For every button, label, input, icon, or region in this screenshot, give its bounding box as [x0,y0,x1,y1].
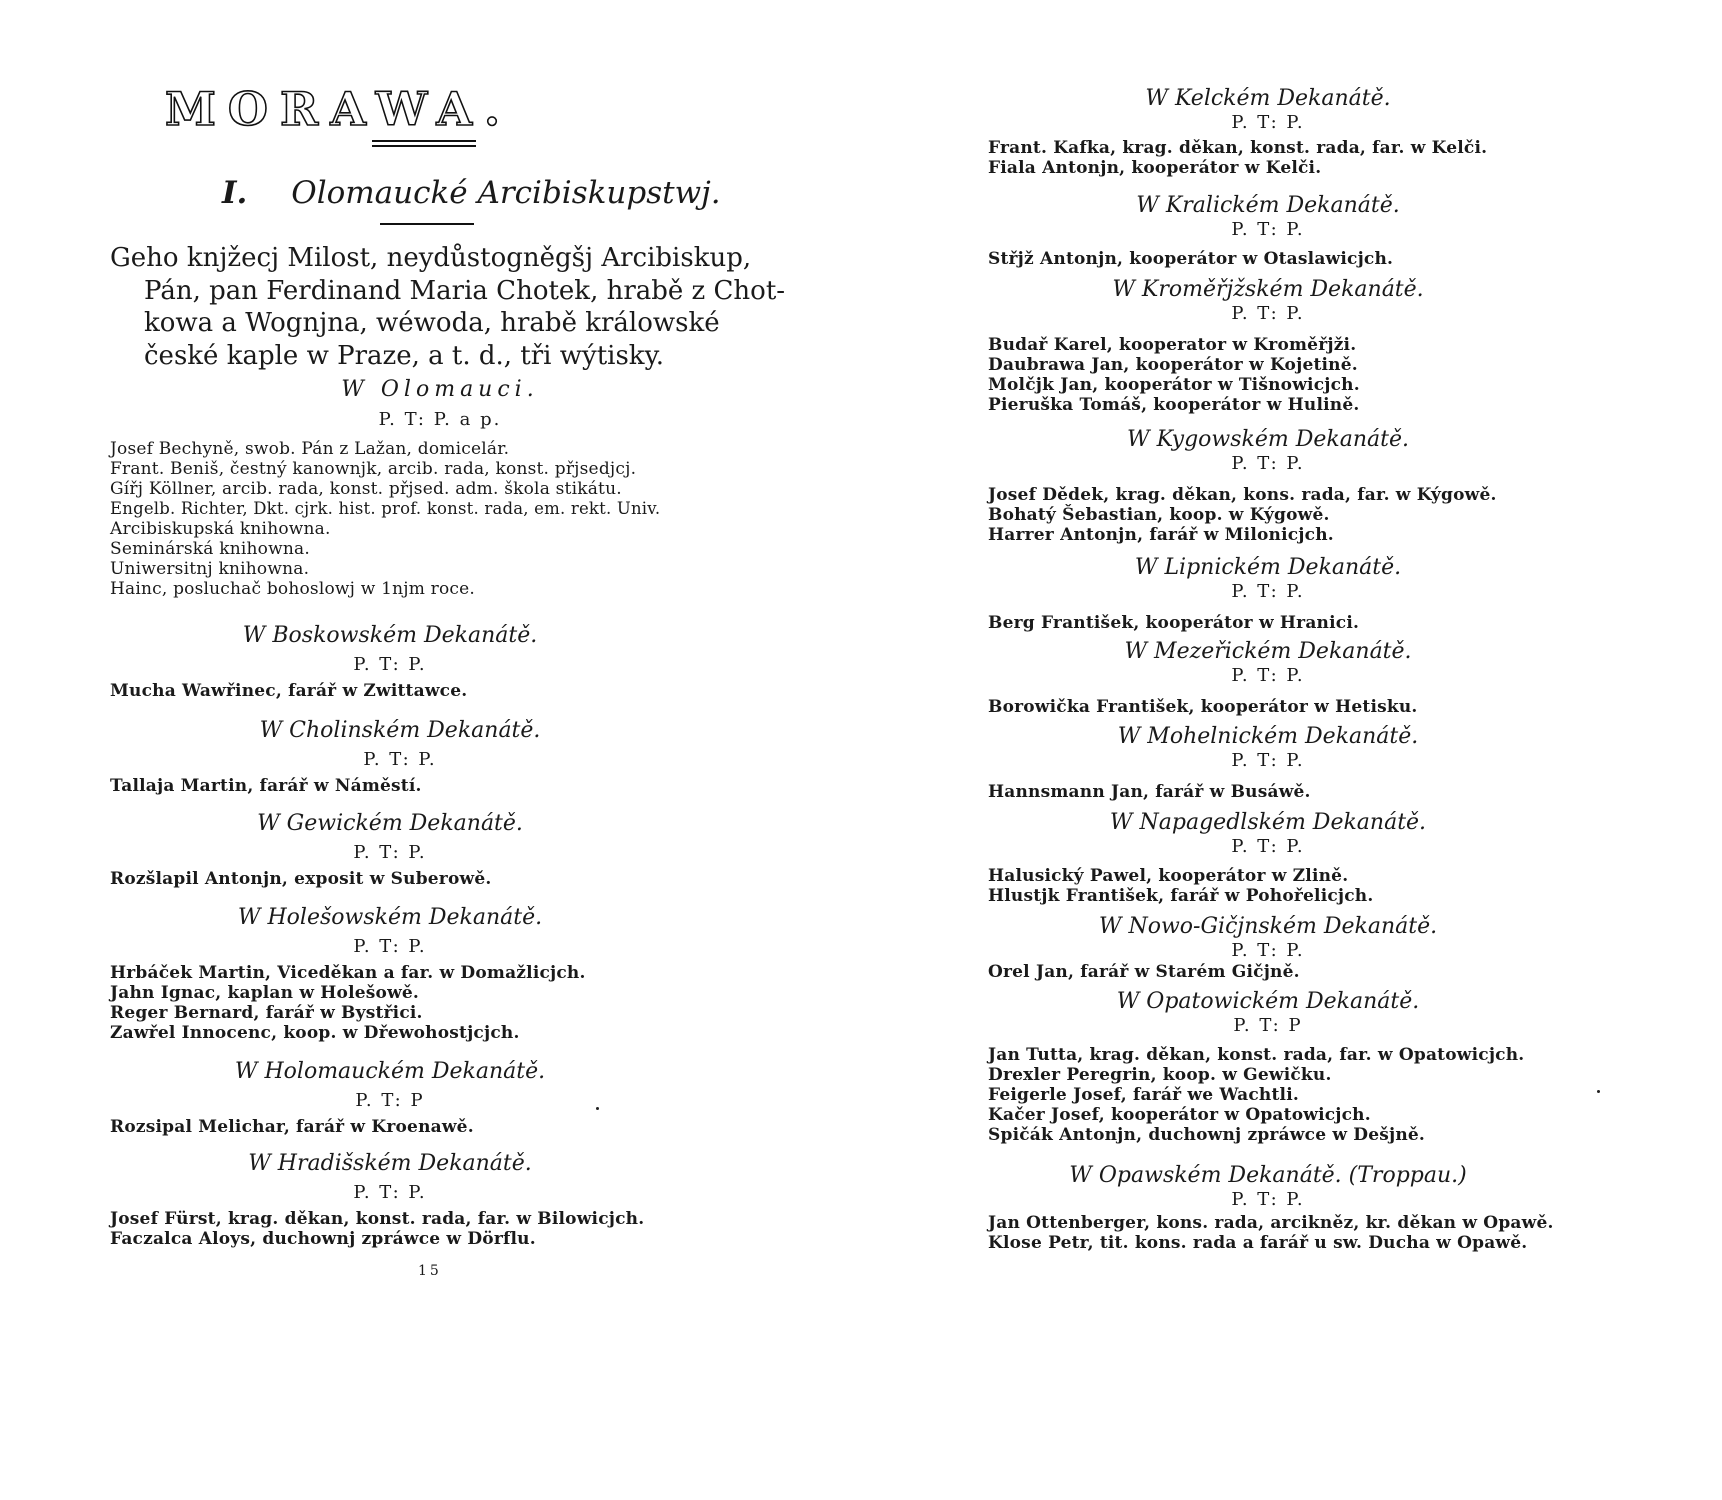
intro-line: Pán, pan Ferdinand Maria Chotek, hrabě z Chot- [144,275,786,306]
deanery-heading: W Kygowském Dekanátě. [1127,427,1409,452]
deanery-section [110,1057,670,1137]
deanery-heading: W Gewickém Dekanátě. [257,811,523,836]
ptp-label: P. T: P. [1231,1189,1305,1210]
deanery-heading: W Olomauci. [341,377,539,402]
olomauc-section [110,375,770,599]
deanery-heading: W Holomauckém Dekanátě. [234,1059,546,1084]
deanery-heading: W Hradišském Dekanátě. [248,1151,532,1176]
deanery-heading: W Holešowském Dekanátě. [237,905,543,930]
subscriber-entry: Střjž Antonjn, kooperátor w Otaslawicjch. [988,249,1394,269]
subscriber-entry: Rozšlapil Antonjn, exposit w Suberowě. [110,869,492,889]
subscriber-entry: Pieruška Tomáš, kooperátor w Hulině. [988,395,1360,415]
subscriber-entry: Feigerle Josef, farář we Wachtli. [988,1085,1299,1105]
subscriber-entry: Kačer Josef, kooperátor w Opatowicjch. [988,1105,1371,1125]
subscriber-entry: Tallaja Martin, farář w Náměstí. [110,776,422,796]
subscriber-entry: Reger Bernard, farář w Bystřici. [110,1003,423,1023]
deanery-heading: W Lipnickém Dekanátě. [1134,555,1402,580]
subscriber-entry: Frant. Beniš, čestný kanownjk, arcib. rada, konst. přjsedjcj. [110,459,637,479]
deanery-heading: W Napagedlském Dekanátě. [1109,810,1427,835]
subscriber-entry: Budař Karel, kooperator w Kroměřjži. [988,335,1357,355]
subscriber-entry: Mucha Wawřinec, farář w Zwittawce. [110,681,468,701]
subscriber-entry: Drexler Peregrin, koop. w Gewičku. [988,1065,1332,1085]
subscriber-entry: Hlustjk František, farář w Pohořelicjch. [988,886,1374,906]
page-title: MORAWA. [165,82,513,136]
deanery-heading: W Nowo-Gičjnském Dekanátě. [1098,914,1438,939]
subscriber-entry: Josef Fürst, krag. děkan, konst. rada, far. w Bilowicjch. [110,1209,645,1229]
deanery-section [988,639,1548,717]
subscriber-entry: Hainc, posluchač bohoslowj w 1njm roce. [110,579,476,599]
ptp-label: P. T: P. [1231,581,1305,602]
ptp-label: P. T: P [355,1090,425,1111]
subscriber-entry: Molčjk Jan, kooperátor w Tišnowicjch. [988,375,1360,395]
deanery-heading: W Mohelnickém Dekanátě. [1117,724,1419,749]
deanery-section [988,193,1548,269]
ptp-label: P. T: P. [1231,112,1305,133]
subscriber-entry: Jan Ottenberger, kons. rada, arcikněz, kr. děkan w Opawě. [988,1213,1554,1233]
ptp-label: P. T: P. [363,749,437,770]
deanery-heading: W Kroměřjžském Dekanátě. [1112,277,1424,302]
subscriber-entry: Gířj Köllner, arcib. rada, konst. přjsed. adm. škola stikátu. [110,479,622,499]
deanery-section [988,989,1548,1145]
ptp-label: P. T: P. [1231,665,1305,686]
deanery-section [988,277,1548,415]
subscriber-entry: Uniwersitnj knihowna. [110,559,310,579]
ink-speck [1597,1090,1600,1093]
deanery-section [110,809,670,889]
ptp-label: P. T: P. [1231,836,1305,857]
deanery-section [988,86,1548,178]
subscriber-entry: Berg František, kooperátor w Hranici. [988,613,1360,633]
ptp-label: P. T: P. [1231,453,1305,474]
subscriber-entry: Frant. Kafka, krag. děkan, konst. rada, far. w Kelči. [988,138,1488,158]
subscriber-entry: Jahn Ignac, kaplan w Holešowě. [110,983,420,1003]
intro-line: kowa a Wognjna, wéwoda, hrabě králowské [144,308,720,338]
deanery-heading: W Mezeřickém Dekanátě. [1124,639,1412,664]
subscriber-entry: Seminárská knihowna. [110,539,310,559]
ptp-label: P. T: P. a p. [378,409,502,430]
ptp-label: P. T: P. [353,842,427,863]
deanery-section [110,716,690,796]
subscriber-entry: Arcibiskupská knihowna. [110,519,331,539]
subscriber-entry: Klose Petr, tit. kons. rada a farář u sw. Ducha w Opawě. [988,1233,1528,1253]
intro-line: Geho knjžecj Milost, neydůstogněgšj Arcibiskup, [110,243,752,273]
subscriber-entry: Halusický Pawel, kooperátor w Zlině. [988,866,1349,886]
subscriber-entry: Borowička František, kooperátor w Hetisku. [988,697,1418,717]
subscriber-entry: Zawřel Innocenc, koop. w Dřewohostjcjch. [110,1023,520,1043]
ptp-label: P. T: P. [1231,940,1305,961]
ptp-label: P. T: P. [353,654,427,675]
deanery-section [110,1149,670,1249]
deanery-section [110,621,670,701]
intro-line: české kaple w Praze, a t. d., tři wýtisky. [144,340,665,371]
subscriber-entry: Bohatý Šebastian, koop. w Kýgowě. [988,505,1330,525]
page-number: 15 [418,1263,442,1279]
deanery-section [988,724,1548,802]
subscriber-entry: Jan Tutta, krag. děkan, konst. rada, far. w Opatowicjch. [988,1045,1525,1065]
ptp-label: P. T: P [1233,1015,1303,1036]
subscriber-entry: Hrbáček Martin, Viceděkan a far. w Domažlicjch. [110,963,586,983]
deanery-heading: W Boskowském Dekanátě. [242,623,538,648]
ink-speck [596,1107,599,1110]
deanery-section [110,903,670,1043]
ptp-label: P. T: P. [1231,219,1305,240]
subscriber-entry: Hannsmann Jan, farář w Busáwě. [988,782,1311,802]
deanery-section [988,427,1548,545]
section-title [222,175,722,211]
section-name: Olomaucké Arcibiskupstwj. [291,175,721,211]
deanery-heading: W Kelckém Dekanátě. [1145,86,1391,111]
ptp-label: P. T: P. [353,936,427,957]
deanery-section [988,1163,1554,1253]
subscriber-entry: Spičák Antonjn, duchownj zpráwce w Dešjně. [988,1125,1426,1145]
subscriber-entry: Orel Jan, farář w Starém Gičjně. [988,962,1300,982]
dedication-paragraph [110,242,786,372]
deanery-section [988,810,1548,906]
title-divider [372,140,476,147]
deanery-section [988,914,1548,982]
ptp-label: P. T: P. [1231,303,1305,324]
deanery-section [988,555,1548,633]
deanery-heading: W Opatowickém Dekanátě. [1116,989,1420,1014]
ptp-label: P. T: P. [353,1182,427,1203]
deanery-heading: W Opawském Dekanátě. (Troppau.) [1069,1163,1467,1188]
subscriber-entry: Faczalca Aloys, duchownj zpráwce w Dörflu. [110,1229,536,1249]
subscriber-entry: Harrer Antonjn, farář w Milonicjch. [988,525,1334,545]
deanery-heading: W Kralickém Dekanátě. [1136,193,1400,218]
section-divider [380,223,474,225]
subscriber-entry: Daubrawa Jan, kooperátor w Kojetině. [988,355,1358,375]
subscriber-entry: Josef Bechyně, swob. Pán z Lažan, domicelár. [110,439,510,459]
ptp-label: P. T: P. [1231,750,1305,771]
deanery-heading: W Cholinském Dekanátě. [259,718,541,743]
subscriber-entry: Rozsipal Melichar, farář w Kroenawě. [110,1117,474,1137]
subscriber-entry: Fiala Antonjn, kooperátor w Kelči. [988,158,1322,178]
subscriber-entry: Engelb. Richter, Dkt. cjrk. hist. prof. konst. rada, em. rekt. Univ. [110,499,661,518]
subscriber-entry: Josef Dědek, krag. děkan, kons. rada, far. w Kýgowě. [988,485,1497,505]
section-number: I. [222,175,248,211]
